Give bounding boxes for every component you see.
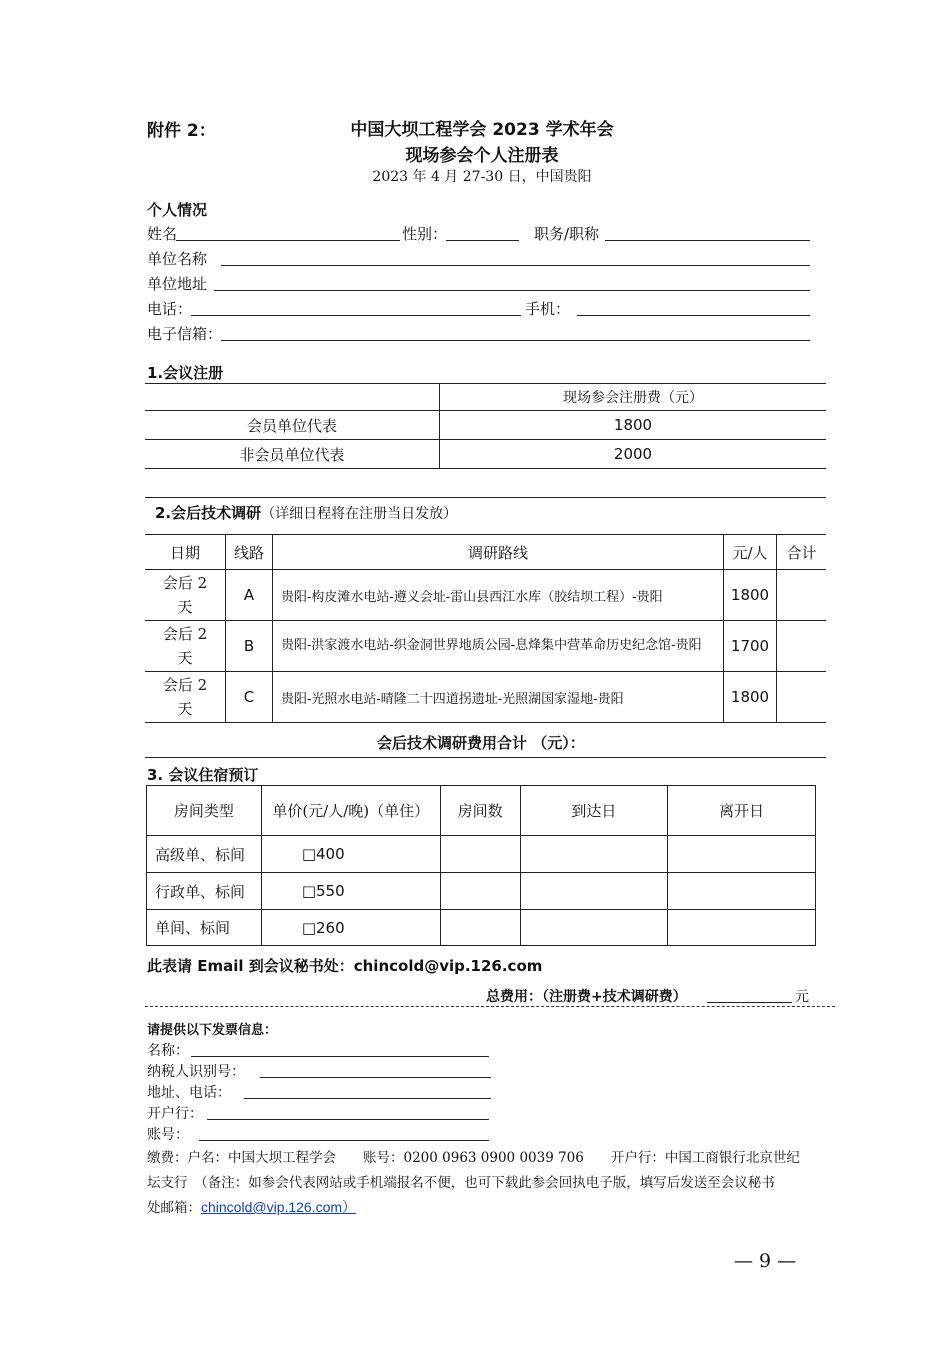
reg-bottom-rule — [145, 468, 826, 469]
hotel-room-type: 行政单、标间 — [147, 873, 262, 910]
tour-row-line: A — [243, 586, 255, 604]
tour-row-line: C — [243, 688, 255, 706]
hotel-header-rooms: 房间数 — [440, 786, 520, 836]
position-field[interactable] — [605, 240, 810, 241]
tour-row-price: 1800 — [730, 586, 770, 604]
tour-row-total[interactable] — [777, 570, 826, 620]
invoice-name-field[interactable] — [191, 1056, 489, 1057]
name-label: 姓名 — [147, 225, 178, 243]
invoice-name-label: 名称： — [147, 1043, 189, 1059]
form-subtitle: 现场参会个人注册表 — [405, 146, 559, 166]
tour-row-route: 贵阳-光照水电站-晴隆二十四道拐遗址-光照湖国家湿地-贵阳 — [281, 691, 624, 707]
total-fee-unit: 元 — [795, 989, 809, 1005]
registration-heading: 1.会议注册 — [147, 364, 224, 382]
secretariat-email-link[interactable]: chincold@vip.126.com） — [201, 1199, 357, 1215]
tour-row-date: 会后 2 天 — [162, 625, 208, 667]
phone-label: 电话： — [147, 300, 193, 318]
org-name-label: 单位名称 — [147, 250, 208, 268]
mobile-label: 手机： — [525, 300, 571, 318]
page-number: — 9 — — [734, 1250, 797, 1272]
gender-field[interactable] — [446, 240, 519, 241]
hotel-rooms-cell[interactable] — [440, 910, 520, 946]
reg-fee-header: 现场参会注册费（元） — [563, 390, 703, 406]
tour-top-rule — [145, 497, 826, 498]
reg-type-nonmember: 非会员单位代表 — [239, 445, 345, 464]
reg-type-member: 会员单位代表 — [246, 416, 337, 435]
tour-row-route: 贵阳-构皮滩水电站-遵义会址-雷山县西江水库（胶结坝工程）-贵阳 — [281, 589, 663, 605]
tour-row-total[interactable] — [777, 621, 826, 671]
hotel-heading: 3. 会议住宿预订 — [147, 766, 259, 784]
hotel-departure-cell[interactable] — [668, 873, 816, 910]
hotel-room-type: 高级单、标间 — [147, 836, 262, 873]
hotel-header-arrival: 到达日 — [520, 786, 668, 836]
mobile-field[interactable] — [577, 315, 810, 316]
tour-row-total[interactable] — [777, 672, 826, 722]
tour-header-line: 线路 — [233, 543, 264, 562]
payment-email-prefix: 处邮箱： — [147, 1200, 201, 1216]
hotel-arrival-cell[interactable] — [520, 910, 668, 946]
invoice-bank-label: 开户行： — [147, 1106, 203, 1122]
hotel-arrival-cell[interactable] — [520, 873, 668, 910]
hotel-header-departure: 离开日 — [668, 786, 816, 836]
hotel-departure-cell[interactable] — [668, 910, 816, 946]
hotel-room-price-checkbox[interactable]: □400 — [261, 836, 440, 873]
tour-row-price: 1800 — [730, 688, 770, 706]
tour-heading-wrap — [155, 502, 457, 523]
invoice-bank-field[interactable] — [207, 1119, 489, 1120]
tour-header-date: 日期 — [169, 543, 200, 562]
hotel-rooms-cell[interactable] — [440, 836, 520, 873]
event-date-location: 2023 年 4 月 27-30 日，中国贵阳 — [372, 169, 592, 185]
payment-line-2: 坛支行 （备注：如参会代表网站或手机端报名不便，也可下载此参会回执电子版，填写后发送至会议秘书 — [147, 1175, 775, 1191]
tour-header-route: 调研路线 — [467, 543, 528, 562]
org-name-field[interactable] — [221, 265, 810, 266]
form-title: 中国大坝工程学会 2023 学术年会 — [350, 120, 614, 140]
hotel-room-type: 单间、标间 — [147, 910, 262, 946]
total-fee-label: 总费用：（注册费+技术调研费） — [486, 989, 687, 1005]
tour-total-rule — [145, 757, 826, 758]
tour-row-price: 1700 — [730, 637, 770, 655]
name-field[interactable] — [176, 240, 400, 241]
cut-line — [145, 1006, 835, 1007]
personal-heading: 个人情况 — [147, 201, 208, 219]
hotel-room-price-checkbox[interactable]: □550 — [261, 873, 440, 910]
email-field[interactable] — [221, 340, 810, 341]
hotel-departure-cell[interactable] — [668, 836, 816, 873]
email-label: 电子信箱： — [147, 325, 223, 343]
gender-label: 性别： — [402, 225, 448, 243]
tour-row-date: 会后 2 天 — [162, 676, 208, 718]
reg-fee-member: 1800 — [613, 416, 653, 434]
hotel-rooms-cell[interactable] — [440, 873, 520, 910]
tour-row-date: 会后 2 天 — [162, 574, 208, 616]
tour-total-label: 会后技术调研费用合计 （元）： — [377, 734, 585, 752]
invoice-heading: 请提供以下发票信息： — [147, 1023, 278, 1038]
org-addr-field[interactable] — [214, 290, 810, 291]
tour-row-route: 贵阳-洪家渡水电站-织金洞世界地质公园-息烽集中营革命历史纪念馆-贵阳 — [281, 638, 702, 653]
total-fee-field[interactable] — [707, 1002, 792, 1003]
position-label: 职务/职称 — [534, 225, 600, 243]
attachment-label: 附件 2： — [147, 121, 216, 141]
hotel-header-type: 房间类型 — [147, 786, 262, 836]
payment-line-3 — [147, 1196, 356, 1217]
invoice-tax-field[interactable] — [260, 1077, 491, 1078]
invoice-addr-label: 地址、电话： — [147, 1085, 231, 1101]
tour-header-total: 合计 — [786, 543, 817, 562]
hotel-room-price-checkbox[interactable]: □260 — [261, 910, 440, 946]
tour-rule — [145, 722, 826, 723]
invoice-account-label: 账号： — [147, 1127, 189, 1143]
invoice-tax-label: 纳税人识别号： — [147, 1064, 245, 1080]
tour-heading-note: （详细日程将在注册当日发放） — [261, 506, 458, 522]
tour-row-line: B — [243, 637, 255, 655]
tour-heading: 2.会后技术调研 — [155, 504, 262, 522]
invoice-addr-field[interactable] — [244, 1098, 491, 1099]
hotel-arrival-cell[interactable] — [520, 836, 668, 873]
reg-fee-nonmember: 2000 — [613, 445, 653, 463]
invoice-account-field[interactable] — [199, 1140, 489, 1141]
hotel-table — [146, 785, 816, 946]
hotel-header-price: 单价(元/人/晚)（单住） — [261, 786, 440, 836]
org-addr-label: 单位地址 — [147, 275, 208, 293]
payment-line-1: 缴费：户名：中国大坝工程学会 账号：0200 0963 0900 0039 706 开户行：中国工商银行北京世纪 — [147, 1150, 800, 1166]
email-instruction: 此表请 Email 到会议秘书处：chincold@vip.126.com — [147, 957, 543, 975]
phone-field[interactable] — [191, 315, 521, 316]
tour-header-price: 元/人 — [732, 543, 768, 562]
